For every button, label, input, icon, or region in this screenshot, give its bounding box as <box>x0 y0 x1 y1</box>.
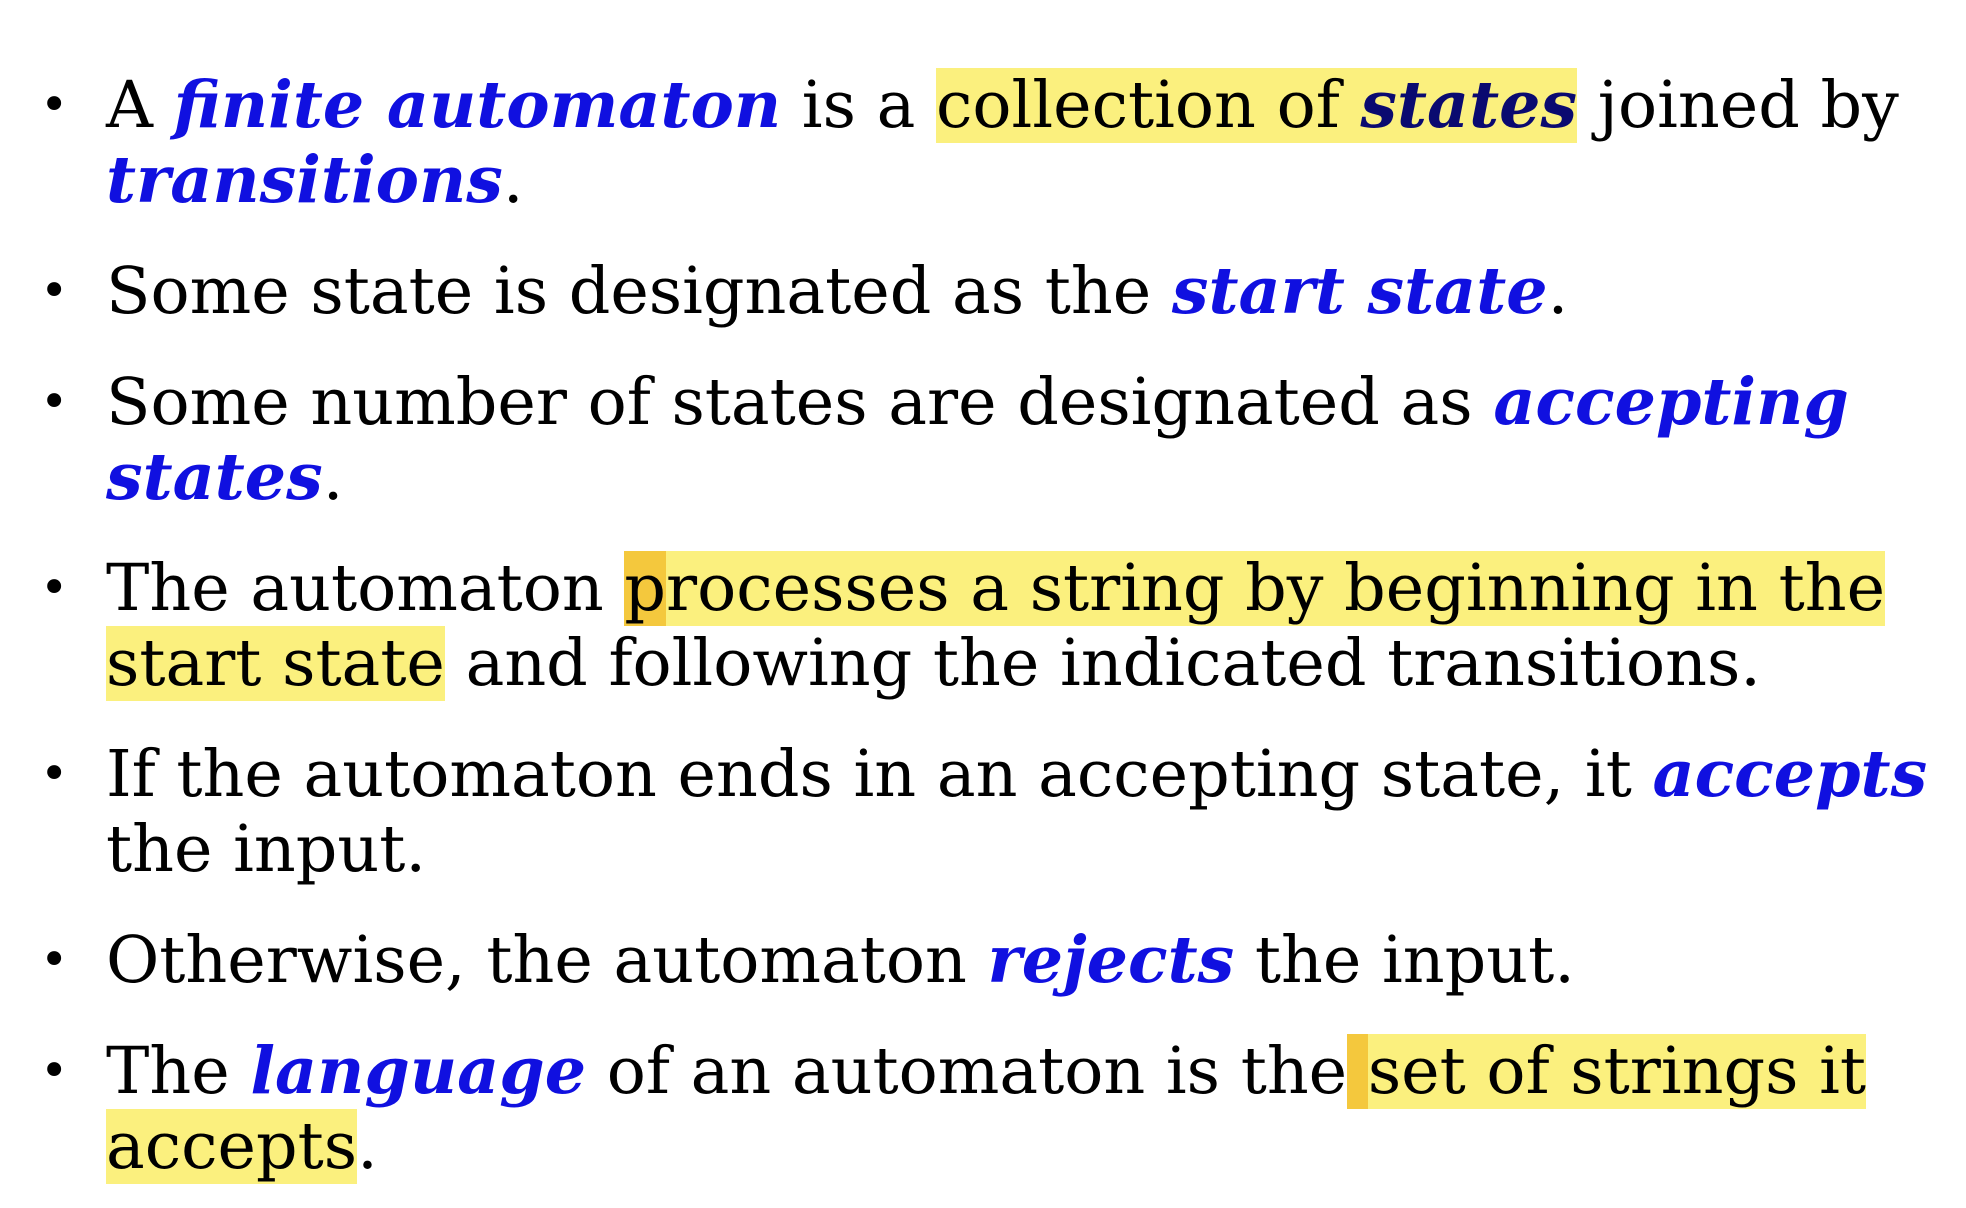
term-rejects: rejects <box>987 922 1235 998</box>
highlight-processes: rocesses a string by beginning in the <box>666 551 1886 626</box>
highlight-set-of-strings: set of strings it <box>1367 1034 1867 1109</box>
bullet-processing <box>40 551 1926 701</box>
bullet-icon: • <box>40 77 69 133</box>
item-text: of an automaton is the <box>586 1034 1348 1109</box>
item-text: the input. <box>1234 923 1575 998</box>
term-finite-automaton: finite automaton <box>173 67 782 143</box>
item-text: Otherwise, the automaton <box>106 923 988 998</box>
item-text: . <box>322 440 344 515</box>
item-text: Some number of states are designated as <box>106 365 1494 440</box>
highlighted-text: collection of <box>936 68 1361 143</box>
item-text: . <box>1547 254 1569 329</box>
bullet-icon: • <box>40 932 69 988</box>
bullet-list <box>40 68 1926 1184</box>
item-text: . <box>357 1109 378 1184</box>
item-text: the input. <box>106 812 427 887</box>
highlight-cursor-letter: p <box>624 551 666 626</box>
bullet-icon: • <box>40 1043 69 1099</box>
term-accepting: accepting <box>1493 364 1849 440</box>
bullet-icon: • <box>40 263 69 319</box>
term-accepts: accepts <box>1652 736 1928 812</box>
highlight-collection <box>936 68 1577 143</box>
term-start-state: start state <box>1171 253 1548 329</box>
item-text: A <box>106 68 174 143</box>
bullet-rejects <box>40 923 1926 998</box>
highlight-start-state: start state <box>106 626 445 701</box>
bullet-icon: • <box>40 746 69 802</box>
bullet-language <box>40 1034 1926 1184</box>
bullet-finite-automaton <box>40 68 1926 218</box>
item-text: The <box>106 1034 251 1109</box>
bullet-accepting-states <box>40 365 1926 515</box>
item-text: Some state is designated as the <box>106 254 1172 329</box>
item-text: The automaton <box>106 551 625 626</box>
term-states: states <box>106 439 323 515</box>
highlight-cursor-edge <box>1347 1034 1368 1109</box>
item-text: is a <box>781 68 937 143</box>
bullet-icon: • <box>40 560 69 616</box>
highlight-accepts: accepts <box>106 1109 358 1184</box>
term-transitions: transitions <box>106 142 503 218</box>
item-text: joined by <box>1577 68 1899 143</box>
item-text: If the automaton ends in an accepting state, it <box>106 737 1653 812</box>
bullet-start-state <box>40 254 1926 329</box>
bullet-icon: • <box>40 374 69 430</box>
term-language: language <box>250 1033 587 1109</box>
item-text: . <box>502 143 524 218</box>
term-states: states <box>1360 67 1578 143</box>
bullet-accepts <box>40 737 1926 887</box>
item-text: and following the indicated transitions. <box>444 626 1761 701</box>
